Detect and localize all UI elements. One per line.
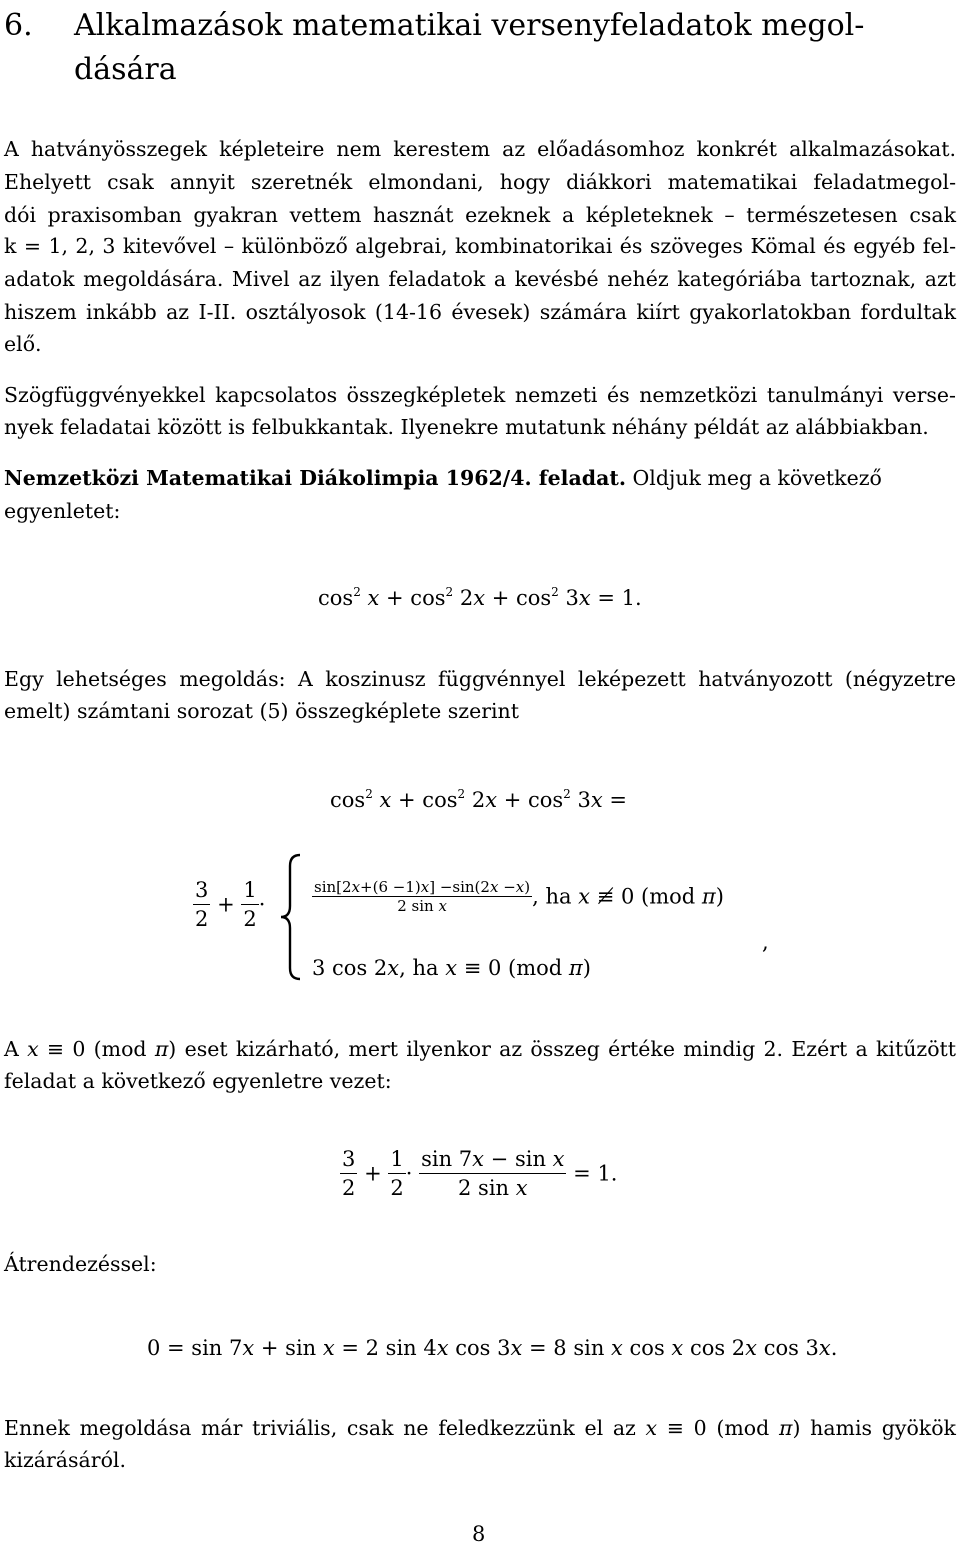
section-title-line-2: dására xyxy=(74,52,177,87)
para2-line-1: Szögfüggvényekkel kapcsolatos összegképletek nemzeti és nemzetközi tanulmányi verse- xyxy=(4,383,956,407)
equation-reduced: $\frac{3}{2}$ + $\frac{1}{2}$ · $\frac{\text{sin 7x − sin x}}{\text{2 sin x}}$ = 1. xyxy=(342,1147,618,1200)
piecewise-case-1: $\frac{\sin[2x+(6 -1)x] -\sin(2x -x)}{\text{2 sin x}}$ , ha x ≢ 0 (mod π) xyxy=(314,878,724,915)
fraction-three-halves: $\frac{3}{2}$ xyxy=(195,878,209,931)
intro-line-7: elő. xyxy=(4,332,42,356)
intro-line-2: Ehelyett csak annyit szeretnék elmondani, hogy diákkori matematikai feladatmegol- xyxy=(4,170,956,194)
equation-rearranged: 0 = sin 7x + sin x = 2 sin 4x cos 3x = 8 sin x cos x cos 2x cos 3x. xyxy=(147,1336,838,1360)
intro-line-6: hiszem inkább az I-II. osztályosok (14-16 évesek) számára kiírt gyakorlatokban fordultak xyxy=(4,300,956,324)
closing-line-1-head: Ennek megoldása már triviális, csak ne feledkezzünk el az xyxy=(4,1416,636,1440)
equation-problem: $\cos^2 x + \cos^2 2x + \cos^2 3x = 1$. xyxy=(318,585,642,610)
intro-line-5: adatok megoldására. Mivel az ilyen feladatok a kevésbé nehéz kategóriába tartoznak, azt xyxy=(4,267,956,291)
page-number: 8 xyxy=(472,1522,486,1546)
problem-intro-text: Oldjuk meg a következő xyxy=(632,466,882,490)
problem-title: Nemzetközi Matematikai Diákolimpia 1962/4. feladat. xyxy=(4,466,626,490)
closing-line-1-tail: hamis gyökök xyxy=(810,1416,956,1440)
intro-line-1: A hatványösszegek képleteire nem kerestem az előadásomhoz konkrét alkalmazásokat. xyxy=(4,137,956,161)
rearrange-label: Átrendezéssel: xyxy=(4,1252,157,1276)
section-title-line-1: Alkalmazások matematikai versenyfeladatok megol- xyxy=(74,8,865,43)
exclusion-line-1-tail: eset kizárható, mert ilyenkor az összeg értéke mindig 2. Ezért a kitűzött xyxy=(184,1037,957,1061)
section-number: 6. xyxy=(4,8,33,43)
exclusion-line-1: A x ≡ 0 (mod π) eset kizárható, mert ilyenkor az összeg értéke mindig 2. Ezért a kitűzött xyxy=(4,1037,957,1061)
closing-line-1: Ennek megoldása már triviális, csak ne feledkezzünk el az x ≡ 0 (mod π) hamis gyökök xyxy=(4,1416,956,1440)
intro-line-3: dói praxisomban gyakran vettem hasznát ezeknek a képleteknek – természetesen csak xyxy=(4,203,956,227)
problem-line-2: egyenletet: xyxy=(4,499,121,523)
intro-line-4: k = 1, 2, 3 kitevővel – különböző algebrai, kombinatorikai és szöveges Kömal és egyéb fel- xyxy=(4,234,956,258)
fraction-one-half: $\frac{1}{2}$ xyxy=(243,878,257,931)
piecewise-case-2: 3 cos 2x, ha x ≡ 0 (mod π) xyxy=(312,956,591,980)
equation-piecewise-coefficients: $\frac{3}{2}$ + $\frac{1}{2}$ · xyxy=(195,878,266,931)
exclusion-line-2: feladat a következő egyenletre vezet: xyxy=(4,1069,392,1093)
para2-line-2: nyek feladatai között is felbukkantak. Ilyenekre mutatunk néhány példát az alábbiakban. xyxy=(4,415,929,439)
left-brace-icon xyxy=(278,852,304,982)
closing-line-2: kizárásáról. xyxy=(4,1448,126,1472)
piecewise-comma: , xyxy=(762,930,769,954)
solution-line-1: Egy lehetséges megoldás: A koszinusz függvénnyel leképezett hatványozott (négyzetre xyxy=(4,667,956,691)
equation-sum-lhs: $\cos^2 x + \cos^2 2x + \cos^2 3x$ = xyxy=(330,787,627,812)
piecewise-fraction: $\frac{\sin[2x+(6 -1)x] -\sin(2x -x)}{\text{2 sin x}}$ xyxy=(314,878,531,915)
solution-line-2: emelt) számtani sorozat (5) összegképlete szerint xyxy=(4,699,520,723)
problem-line-1 xyxy=(4,464,882,492)
